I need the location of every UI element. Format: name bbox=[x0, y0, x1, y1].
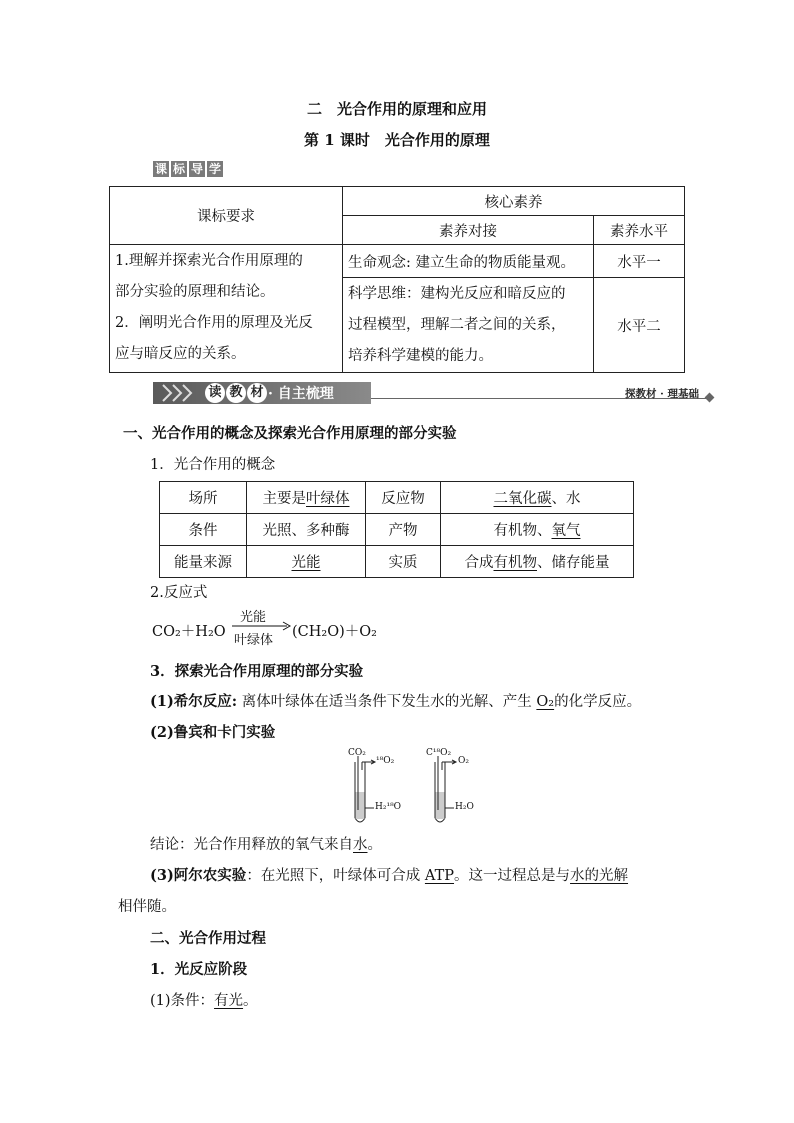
conclusion-line: 结论：光合作用释放的氧气来自水。 bbox=[150, 837, 382, 853]
standards-table bbox=[109, 186, 685, 373]
banner-right-label: 探教材 · 理基础 bbox=[625, 388, 699, 400]
col-requirements: 课标要求 bbox=[110, 187, 343, 245]
requirements-cell: 1.理解并探索光合作用原理的 部分实验的原理和结论。 2．阐明光合作用的原理及光反 应与暗反应的关系。 bbox=[110, 245, 343, 373]
condition-line: (1)条件：有光。 bbox=[150, 993, 258, 1009]
lesson-title: 二 光合作用的原理和应用 bbox=[306, 100, 487, 118]
equation-above: 光能 bbox=[240, 610, 267, 625]
concept-table: 场所 主要是叶绿体 反应物 二氧化碳、水 条件 光照、多种酶 产物 有机物、氧气 能量来源 光能 实质 合成有机物、储存能量 bbox=[159, 481, 634, 578]
col-docking: 素养对接 bbox=[343, 216, 594, 245]
section-banner bbox=[153, 380, 713, 406]
level-row-1: 水平一 bbox=[594, 245, 685, 278]
section2-heading: 二、光合作用过程 bbox=[150, 930, 266, 947]
equation-left: CO₂＋H₂O bbox=[152, 624, 226, 640]
chevron-arrows-icon bbox=[159, 382, 203, 404]
lesson-subtitle: 第 1 课时 光合作用的原理 bbox=[304, 131, 490, 149]
tube2-output-label: O₂ bbox=[458, 756, 469, 766]
concept-subheading: 1．光合作用的概念 bbox=[150, 457, 276, 473]
docking-row-2: 科学思维：建构光反应和暗反应的 过程模型，理解二者之间的关系， 培养科学建模的能力。 bbox=[343, 278, 594, 373]
tube2-gas-label: C¹⁸O₂ bbox=[426, 748, 452, 758]
col-level: 素养水平 bbox=[594, 216, 685, 245]
ruben-kamen-diagram bbox=[340, 748, 500, 828]
banner-background bbox=[153, 382, 371, 404]
curriculum-guide-badge: 课 标 导 学 bbox=[154, 162, 221, 176]
section1-heading: 一、光合作用的概念及探索光合作用原理的部分实验 bbox=[123, 425, 457, 442]
test-tubes-illustration bbox=[340, 748, 500, 828]
banner-title: 读 教 材 · 自主梳理 bbox=[205, 383, 334, 403]
tube2-water-label: H₂O bbox=[455, 802, 474, 812]
light-reaction-heading: 1．光反应阶段 bbox=[150, 961, 248, 978]
equation-right: (CH₂O)＋O₂ bbox=[292, 624, 377, 640]
level-row-2: 水平二 bbox=[594, 278, 685, 373]
tube1-water-label: H₂¹⁸O bbox=[375, 802, 402, 812]
equation-below: 叶绿体 bbox=[234, 633, 274, 648]
diamond-icon bbox=[705, 393, 715, 403]
hill-reaction-line: (1)希尔反应: 离体叶绿体在适当条件下发生水的光解、产生 O₂的化学反应。 bbox=[150, 693, 642, 710]
ruben-kamen-heading: (2)鲁宾和卡门实验 bbox=[150, 724, 276, 741]
docking-row-1: 生命观念: 建立生命的物质能量观。 bbox=[343, 245, 594, 278]
tube1-gas-label: CO₂ bbox=[348, 748, 366, 758]
col-core-literacy: 核心素养 bbox=[343, 187, 685, 216]
arnon-line: (3)阿尔农实验：在光照下，叶绿体可合成 ATP。这一过程总是与水的光解 bbox=[150, 867, 629, 884]
experiments-subheading: 3．探索光合作用原理的部分实验 bbox=[150, 663, 364, 680]
arnon-line-end: 相伴随。 bbox=[118, 899, 176, 915]
tube1-output-label: ¹⁸O₂ bbox=[376, 756, 395, 766]
equation-subheading: 2.反应式 bbox=[150, 585, 208, 601]
